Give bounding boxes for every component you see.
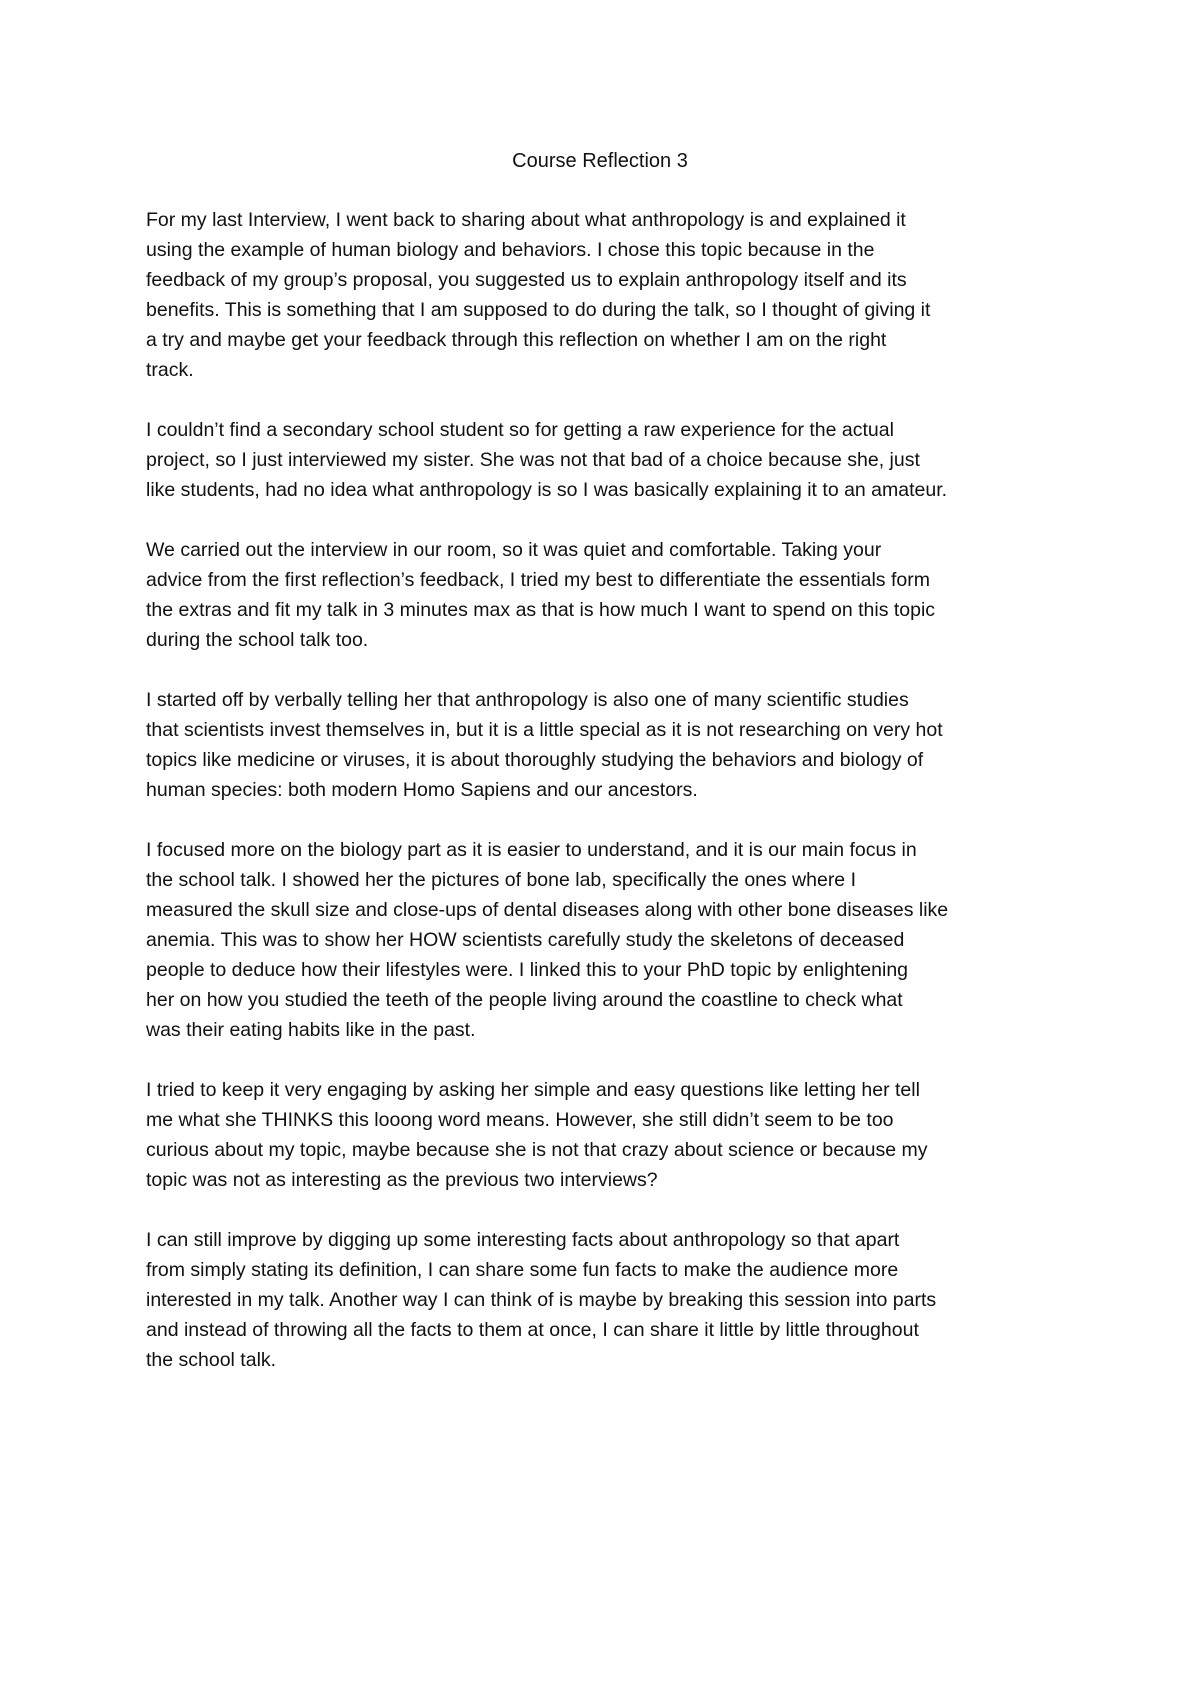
document-body xyxy=(146,205,1066,1405)
paragraph-7: I can still improve by digging up some interesting facts about anthropology so that apart from simply stating its definition, I can share some fun facts to make the audience more interested in my talk. Another way I can think of is maybe by breaking this session into parts and instead of throwing all the facts to them at once, I can share it little by little throughout the school talk. xyxy=(146,1229,937,1371)
paragraph-1: For my last Interview, I went back to sharing about what anthropology is and explained it using the example of human biology and behaviors. I chose this topic because in the feedback of my group’s proposal, you suggested us to explain anthropology itself and its benefits. This is something that I am supposed to do during the talk, so I thought of giving it a try and maybe get your feedback through this reflection on whether I am on the right track. xyxy=(146,209,931,381)
paragraph-3: We carried out the interview in our room, so it was quiet and comfortable. Taking your advice from the first reflection’s feedback, I tried my best to differentiate the essentials form the extras and fit my talk in 3 minutes max as that is how much I want to spend on this topic during the school talk too. xyxy=(146,539,936,651)
paragraph-5: I focused more on the biology part as it is easier to understand, and it is our main focus in the school talk. I showed her the pictures of bone lab, specifically the ones where I measured the skull size and close-ups of dental diseases along with other bone diseases like anemia. This was to show her HOW scientists carefully study the skeletons of deceased people to deduce how their lifestyles were. I linked this to your PhD topic by enlightening her on how you studied the teeth of the people living around the coastline to check what was their eating habits like in the past. xyxy=(146,839,949,1041)
paragraph-4: I started off by verbally telling her that anthropology is also one of many scientific studies that scientists invest themselves in, but it is a little special as it is not researching on very hot topics like medicine or viruses, it is about thoroughly studying the behaviors and biology of human species: both modern Homo Sapiens and our ancestors. xyxy=(146,689,943,801)
document-title: Course Reflection 3 xyxy=(512,150,688,172)
paragraph-6: I tried to keep it very engaging by asking her simple and easy questions like letting her tell me what she THINKS this looong word means. However, she still didn’t seem to be too curious about my topic, maybe because she is not that crazy about science or because my topic was not as interesting as the previous two interviews? xyxy=(146,1079,928,1191)
paragraph-2: I couldn’t find a secondary school student so for getting a raw experience for the actual project, so I just interviewed my sister. She was not that bad of a choice because she, just like students, had no idea what anthropology is so I was basically explaining it to an amateur. xyxy=(146,419,948,501)
